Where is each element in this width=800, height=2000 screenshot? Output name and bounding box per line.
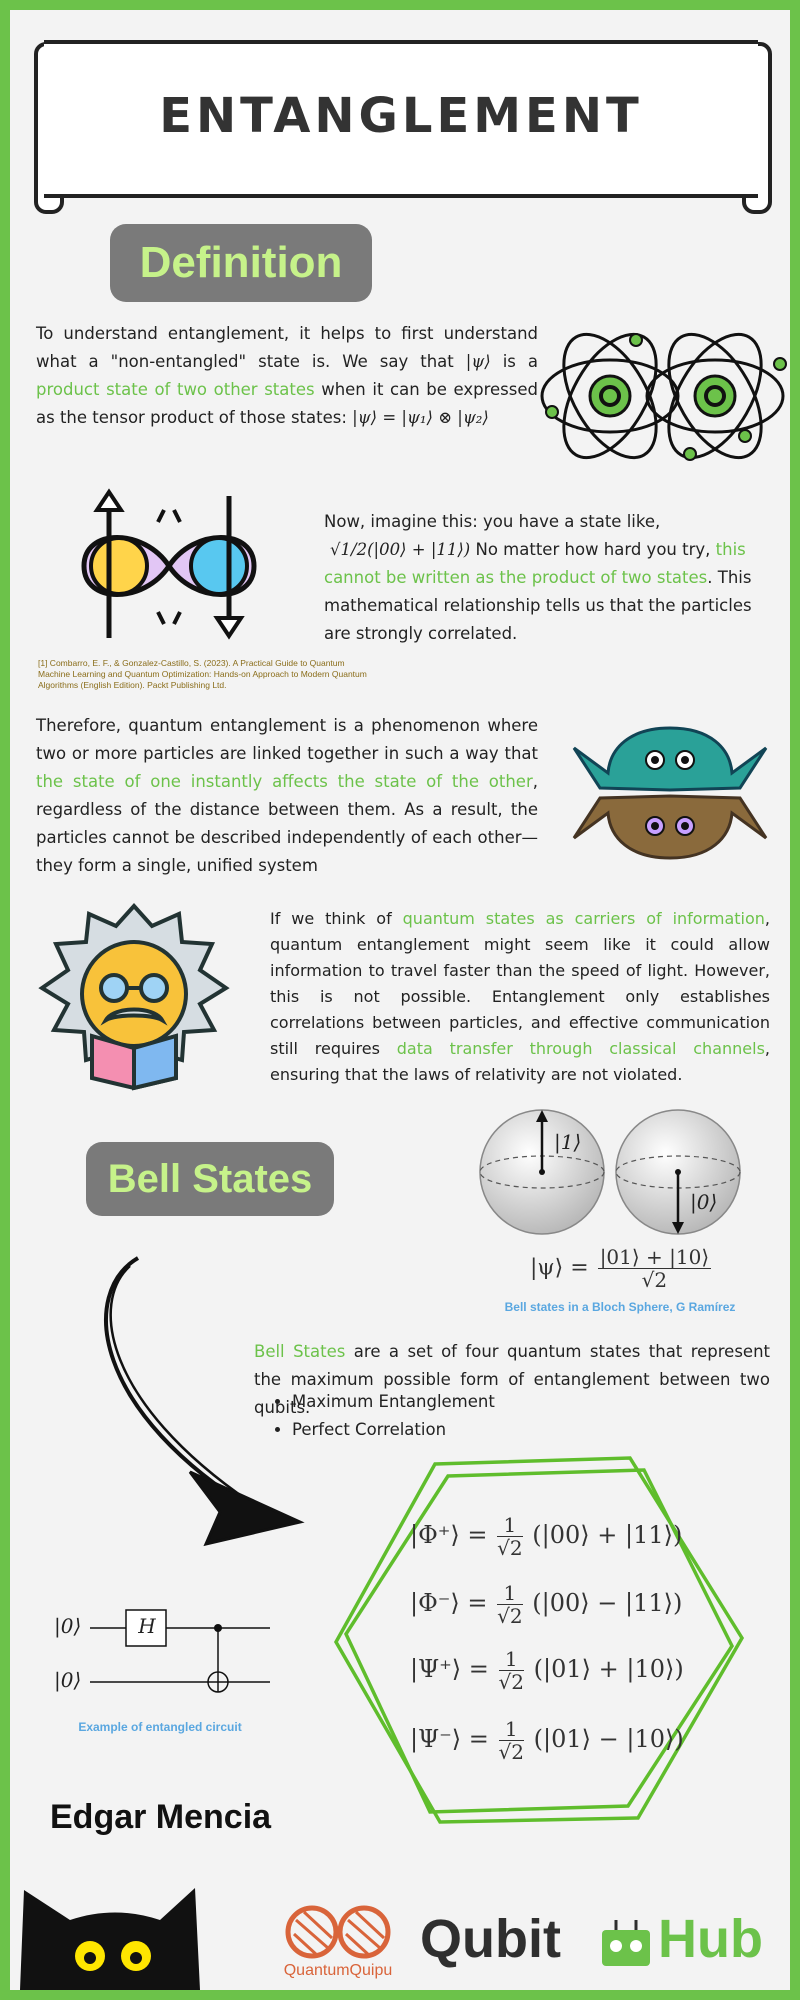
frac-num: 1 [497, 1582, 522, 1605]
definition-text-2: is a [502, 352, 538, 371]
equation-frac [499, 1648, 524, 1693]
bloch-formula [530, 1246, 713, 1291]
author-name: Edgar Mencia [50, 1798, 272, 1836]
bell-equation-phi-plus [410, 1514, 682, 1559]
frac-den: √2 [498, 1740, 525, 1764]
bloch-label-zero: |0⟩ [690, 1190, 718, 1214]
definition-psi: |ψ⟩ [465, 352, 491, 371]
bloch-formula-lhs: |ψ⟩ = [530, 1255, 589, 1281]
bell-equation-psi-plus [410, 1648, 684, 1693]
infinity-spin-icon [64, 488, 274, 648]
equation-frac [497, 1514, 522, 1559]
definition-heading: Definition [110, 224, 372, 302]
equation-rhs: (|01⟩ − |10⟩) [533, 1725, 684, 1753]
list-item: • Perfect Correlation [292, 1416, 495, 1444]
hub-logo-icon [596, 1916, 656, 1976]
therefore-highlight: the state of one instantly affects the state of the other [36, 772, 533, 791]
imagine-formula: √1/2(|00⟩ + |11⟩) [330, 540, 471, 559]
reference-citation: [1] Combarro, E. F., & Gonzalez-Castillo, S. (2023). A Practical Guide to Quantum Machine Learning and Quantum Optimization: Hands-on Approach to Modern Quantum Algorithms (English Edition). Packt Publishing Ltd. [38, 658, 367, 690]
therefore-paragraph [36, 712, 538, 880]
information-text-3: , ensuring that the laws of relativity are not violated. [270, 1039, 770, 1084]
therefore-text-1: Therefore, quantum entanglement is a phenomenon where two or more particles are linked together in such a way that [36, 716, 538, 763]
frac-den: √2 [498, 1670, 525, 1694]
information-highlight-2: data transfer through classical channels [396, 1039, 765, 1058]
entangled-creatures-icon [570, 718, 770, 868]
bell-intro-text: are a set of four quantum states that represent the maximum possible form of entanglement between two qubits. [254, 1342, 770, 1417]
bloch-label-one: |1⟩ [554, 1130, 582, 1154]
frac-den: √2 [497, 1604, 523, 1628]
therefore-text-2: , regardless of the distance between them. As a result, the particles cannot be described independently of each other—they form a single, unified system [36, 772, 538, 875]
bloch-formula-den: √2 [641, 1268, 668, 1292]
imagine-paragraph [324, 508, 768, 648]
imagine-text-1: Now, imagine this: you have a state like, [324, 512, 661, 531]
equation-lhs: |Φ⁺⟩ = [410, 1521, 488, 1549]
hadamard-gate-label: H [138, 1614, 156, 1638]
definition-text-1: To understand entanglement, it helps to first understand what a "non-entangled" state is. We say that [36, 324, 538, 371]
list-item: • Maximum Entanglement [292, 1388, 495, 1416]
bloch-formula-frac [598, 1246, 711, 1291]
quantumquipu-logo-text: QuantumQuipu [283, 1962, 393, 1979]
imagine-highlight: this cannot be written as the product of two states [324, 540, 746, 587]
information-paragraph [270, 906, 770, 1088]
hexagon-frame-icon [330, 1456, 750, 1826]
frac-den: √2 [497, 1536, 523, 1560]
frac-num: 1 [497, 1514, 522, 1537]
entangled-atoms-icon [540, 316, 790, 476]
qubit-logo-text: Qubit [420, 1909, 561, 1969]
frac-num: 1 [499, 1648, 524, 1671]
circuit-ket-bottom: |0⟩ [54, 1668, 82, 1692]
circuit-caption: Example of entangled circuit [78, 1720, 242, 1734]
equation-frac [497, 1582, 522, 1627]
bell-intro-highlight: Bell States [254, 1342, 346, 1361]
bloch-formula-num: |01⟩ + |10⟩ [599, 1245, 710, 1269]
scientist-icon [34, 896, 234, 1096]
imagine-text-3: . This mathematical relationship tells us that the particles are strongly correlated. [324, 568, 752, 643]
equation-frac [499, 1718, 524, 1763]
hub-logo-text: Hub [658, 1909, 763, 1969]
frac-num: 1 [499, 1718, 524, 1741]
equation-lhs: |Ψ⁻⟩ = [410, 1725, 489, 1753]
bloch-caption: Bell states in a Bloch Sphere, G Ramírez [504, 1300, 736, 1314]
information-highlight-1: quantum states as carriers of information [402, 909, 765, 928]
imagine-text-2: No matter how hard you try, [475, 540, 711, 559]
bell-states-heading: Bell States [86, 1142, 334, 1216]
equation-rhs: (|01⟩ + |10⟩) [533, 1655, 684, 1683]
page-title: ENTANGLEMENT [159, 88, 643, 144]
bell-equation-psi-minus [410, 1718, 684, 1763]
information-text-1: If we think of [270, 909, 392, 928]
definition-paragraph [36, 320, 538, 432]
equation-rhs: (|00⟩ + |11⟩) [532, 1521, 683, 1549]
quantumquipu-logo-icon [278, 1904, 398, 1964]
black-cat-icon [10, 1880, 210, 1990]
equation-rhs: (|00⟩ − |11⟩) [532, 1589, 683, 1617]
entangled-circuit-diagram [90, 1600, 280, 1700]
bell-properties-list [260, 1388, 495, 1444]
equation-lhs: |Ψ⁺⟩ = [410, 1655, 489, 1683]
bloch-spheres-icon [474, 1102, 754, 1242]
definition-text-3: when it can be expressed as the tensor product of those states: [36, 380, 538, 427]
equation-lhs: |Φ⁻⟩ = [410, 1589, 488, 1617]
definition-highlight: product state of two other states [36, 380, 315, 399]
poster [10, 10, 790, 1990]
bell-equation-phi-minus [410, 1582, 682, 1627]
circuit-ket-top: |0⟩ [54, 1614, 82, 1638]
definition-formula: |ψ⟩ = |ψ₁⟩ ⊗ |ψ₂⟩ [352, 408, 489, 427]
information-text-2: , quantum entanglement might seem like it could allow information to travel faster than the speed of light. However, this is not possible. Entanglement only establishes correlations between particles, and effective communication still requires [270, 909, 770, 1058]
